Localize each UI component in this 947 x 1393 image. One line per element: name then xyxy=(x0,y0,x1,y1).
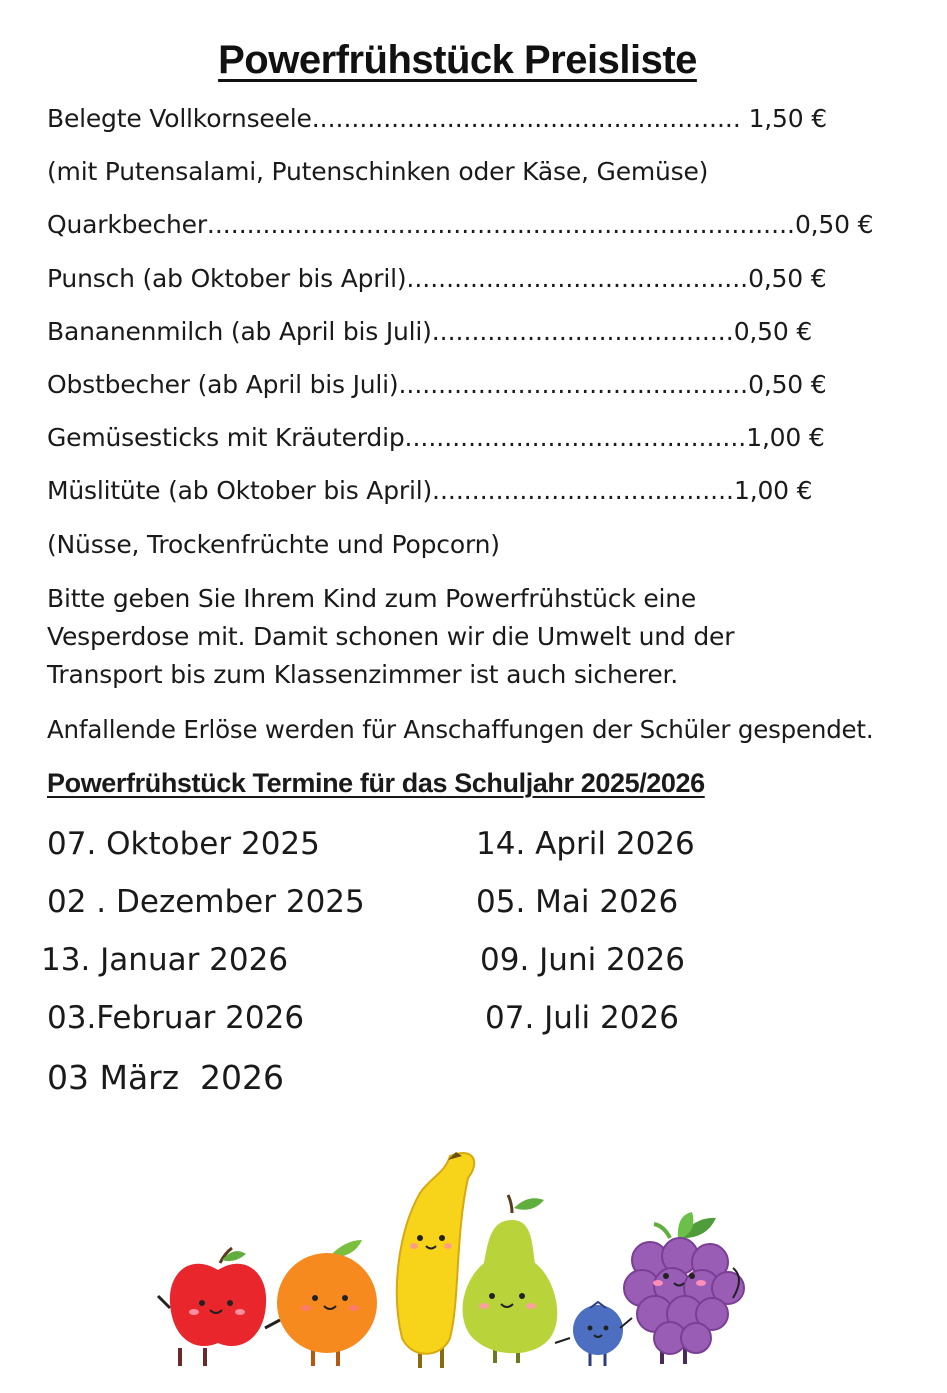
item-name: Belegte Vollkornseele xyxy=(47,104,312,133)
date-item: 05. Mai 2026 xyxy=(476,884,679,920)
dot-leader: ...................................... xyxy=(432,476,734,505)
donation-note: Anfallende Erlöse werden für Anschaffungen der Schüler gespendet. xyxy=(47,715,874,744)
item-price: 0,50 € xyxy=(748,264,827,293)
date-item: 07. Oktober 2025 xyxy=(47,826,320,862)
price-row xyxy=(47,210,873,240)
item-price: 1,50 € xyxy=(748,104,827,133)
dot-leader: .......................................................................... xyxy=(206,210,795,239)
dot-leader: ............................................ xyxy=(398,370,749,399)
info-line: Vesperdose mit. Damit schonen wir die Umwelt und der xyxy=(47,622,735,651)
item-price: 0,50 € xyxy=(748,370,827,399)
price-row xyxy=(47,423,825,453)
date-item: 07. Juli 2026 xyxy=(485,1000,679,1036)
info-line: Transport bis zum Klassenzimmer ist auch sicherer. xyxy=(47,660,679,689)
date-item: 03 März 2026 xyxy=(47,1058,285,1097)
item-name: Gemüsesticks mit Kräuterdip xyxy=(47,423,405,452)
date-item: 03.Februar 2026 xyxy=(47,1000,305,1036)
page-title: Powerfrühstück Preisliste xyxy=(218,38,697,82)
grapes-icon xyxy=(620,1212,744,1364)
separator xyxy=(741,104,749,133)
item-name: Quarkbecher xyxy=(47,210,207,239)
pear-icon xyxy=(463,1195,558,1363)
dot-leader: ...................................... xyxy=(431,317,734,346)
date-item: 14. April 2026 xyxy=(476,826,695,862)
apple-icon xyxy=(158,1248,266,1366)
banana-icon xyxy=(397,1152,474,1368)
date-item: 09. Juni 2026 xyxy=(480,942,685,978)
price-note: (Nüsse, Trockenfrüchte und Popcorn) xyxy=(47,530,500,559)
price-note: (mit Putensalami, Putenschinken oder Käse, Gemüse) xyxy=(47,157,709,186)
item-price: 0,50 € xyxy=(733,317,813,346)
fruit-characters-illustration xyxy=(150,1148,750,1378)
orange-icon xyxy=(265,1240,377,1366)
price-row xyxy=(47,370,826,400)
blueberry-icon xyxy=(555,1302,623,1366)
dot-leader: ...................................................... xyxy=(311,104,741,133)
item-price: 0,50 € xyxy=(794,210,874,239)
item-name: Müslitüte (ab Oktober bis April) xyxy=(47,476,433,505)
item-price: 1,00 € xyxy=(734,476,813,505)
info-line: Bitte geben Sie Ihrem Kind zum Powerfrühstück eine xyxy=(47,584,697,613)
info-paragraph xyxy=(47,580,734,694)
item-name: Obstbecher (ab April bis Juli) xyxy=(47,370,399,399)
price-row xyxy=(47,317,812,347)
item-price: 1,00 € xyxy=(746,423,825,452)
item-name: Bananenmilch (ab April bis Juli) xyxy=(47,317,432,346)
dot-leader: ........................................... xyxy=(406,264,749,293)
price-row xyxy=(47,264,826,294)
date-item: 02 . Dezember 2025 xyxy=(47,884,365,920)
dates-heading: Powerfrühstück Termine für das Schuljahr 2025/2026 xyxy=(47,768,705,798)
price-row xyxy=(47,476,812,506)
date-item: 13. Januar 2026 xyxy=(41,942,289,978)
dot-leader: ........................................... xyxy=(404,423,747,452)
item-name: Punsch (ab Oktober bis April) xyxy=(47,264,407,293)
price-row xyxy=(47,104,827,134)
